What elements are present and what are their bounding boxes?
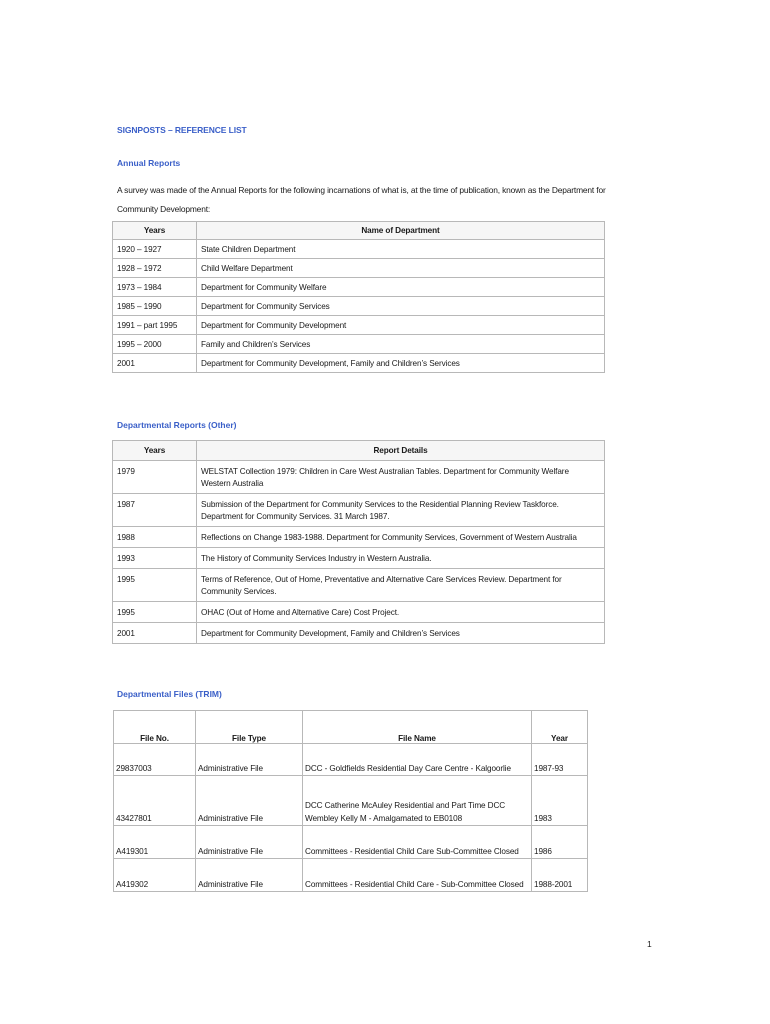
file-type-cell: Administrative File [196,859,303,892]
years-cell: 1973 – 1984 [113,278,197,297]
file-name-cell: Committees - Residential Child Care - Sub-Committee Closed [303,859,532,892]
table-row [114,859,588,892]
document-title: SIGNPOSTS – REFERENCE LIST [117,125,247,135]
file-type-cell: Administrative File [196,826,303,859]
year-cell: 1986 [532,826,588,859]
department-cell: Department for Community Welfare [197,278,605,297]
year-cell: 1988-2001 [532,859,588,892]
table-row [114,826,588,859]
years-cell: 1987 [113,494,197,527]
department-cell: Department for Community Services [197,297,605,316]
years-cell: 1995 – 2000 [113,335,197,354]
years-cell: 1928 – 1972 [113,259,197,278]
column-header-years: Years [113,222,197,240]
report-details-cell: Reflections on Change 1983-1988. Department for Community Services, Government of Western Australia [197,527,605,548]
department-cell: Department for Community Development [197,316,605,335]
departmental-files-heading: Departmental Files (TRIM) [117,689,222,699]
departmental-files-table [113,710,588,892]
file-name-cell: Committees - Residential Child Care Sub-Committee Closed [303,826,532,859]
table-row [113,548,605,569]
column-header-department: Name of Department [197,222,605,240]
year-cell: 1983 [532,776,588,826]
table-row [113,623,605,644]
table-row [114,776,588,826]
years-cell: 2001 [113,623,197,644]
file-no-cell: A419301 [114,826,196,859]
annual-reports-heading: Annual Reports [117,158,181,168]
years-cell: 1993 [113,548,197,569]
report-details-cell: The History of Community Services Industry in Western Australia. [197,548,605,569]
year-cell: 1987-93 [532,744,588,776]
annual-reports-table [112,221,605,373]
report-details-cell: Submission of the Department for Community Services to the Residential Planning Review Taskforce. Department for Community Services. 31 March 1987. [197,494,605,527]
table-row [113,569,605,602]
table-row [113,354,605,373]
file-no-cell: 29837003 [114,744,196,776]
years-cell: 1979 [113,461,197,494]
table-row [113,240,605,259]
column-header-report-details: Report Details [197,441,605,461]
report-details-cell: WELSTAT Collection 1979: Children in Care West Australian Tables. Department for Community Welfare Western Australia [197,461,605,494]
table-row [113,259,605,278]
table-row [113,602,605,623]
table-row [113,494,605,527]
departmental-reports-table [112,440,605,644]
years-cell: 1988 [113,527,197,548]
table-row [113,335,605,354]
column-header-file-type: File Type [196,711,303,744]
column-header-years: Years [113,441,197,461]
table-row [113,527,605,548]
file-name-cell: DCC - Goldfields Residential Day Care Centre - Kalgoorlie [303,744,532,776]
department-cell: Department for Community Development, Family and Children’s Services [197,354,605,373]
departmental-reports-heading: Departmental Reports (Other) [117,420,237,430]
file-no-cell: A419302 [114,859,196,892]
department-cell: Family and Children’s Services [197,335,605,354]
report-details-cell: Department for Community Development, Family and Children’s Services [197,623,605,644]
table-row [113,297,605,316]
department-cell: State Children Department [197,240,605,259]
page-number: 1 [647,939,652,949]
file-name-cell: DCC Catherine McAuley Residential and Part Time DCC Wembley Kelly M - Amalgamated to EB0108 [303,776,532,826]
report-details-cell: OHAC (Out of Home and Alternative Care) Cost Project. [197,602,605,623]
column-header-year: Year [532,711,588,744]
report-details-cell: Terms of Reference, Out of Home, Preventative and Alternative Care Services Review. Department for Community Services. [197,569,605,602]
department-cell: Child Welfare Department [197,259,605,278]
column-header-file-name: File Name [303,711,532,744]
years-cell: 1920 – 1927 [113,240,197,259]
file-no-cell: 43427801 [114,776,196,826]
table-row [113,278,605,297]
years-cell: 1995 [113,602,197,623]
years-cell: 1995 [113,569,197,602]
years-cell: 1985 – 1990 [113,297,197,316]
years-cell: 2001 [113,354,197,373]
file-type-cell: Administrative File [196,776,303,826]
column-header-file-no: File No. [114,711,196,744]
file-type-cell: Administrative File [196,744,303,776]
years-cell: 1991 – part 1995 [113,316,197,335]
table-row [114,744,588,776]
table-row [113,316,605,335]
annual-reports-intro: A survey was made of the Annual Reports for the following incarnations of what is, at the time of publication, known as the Department for Community Development: [117,185,606,214]
table-row [113,461,605,494]
